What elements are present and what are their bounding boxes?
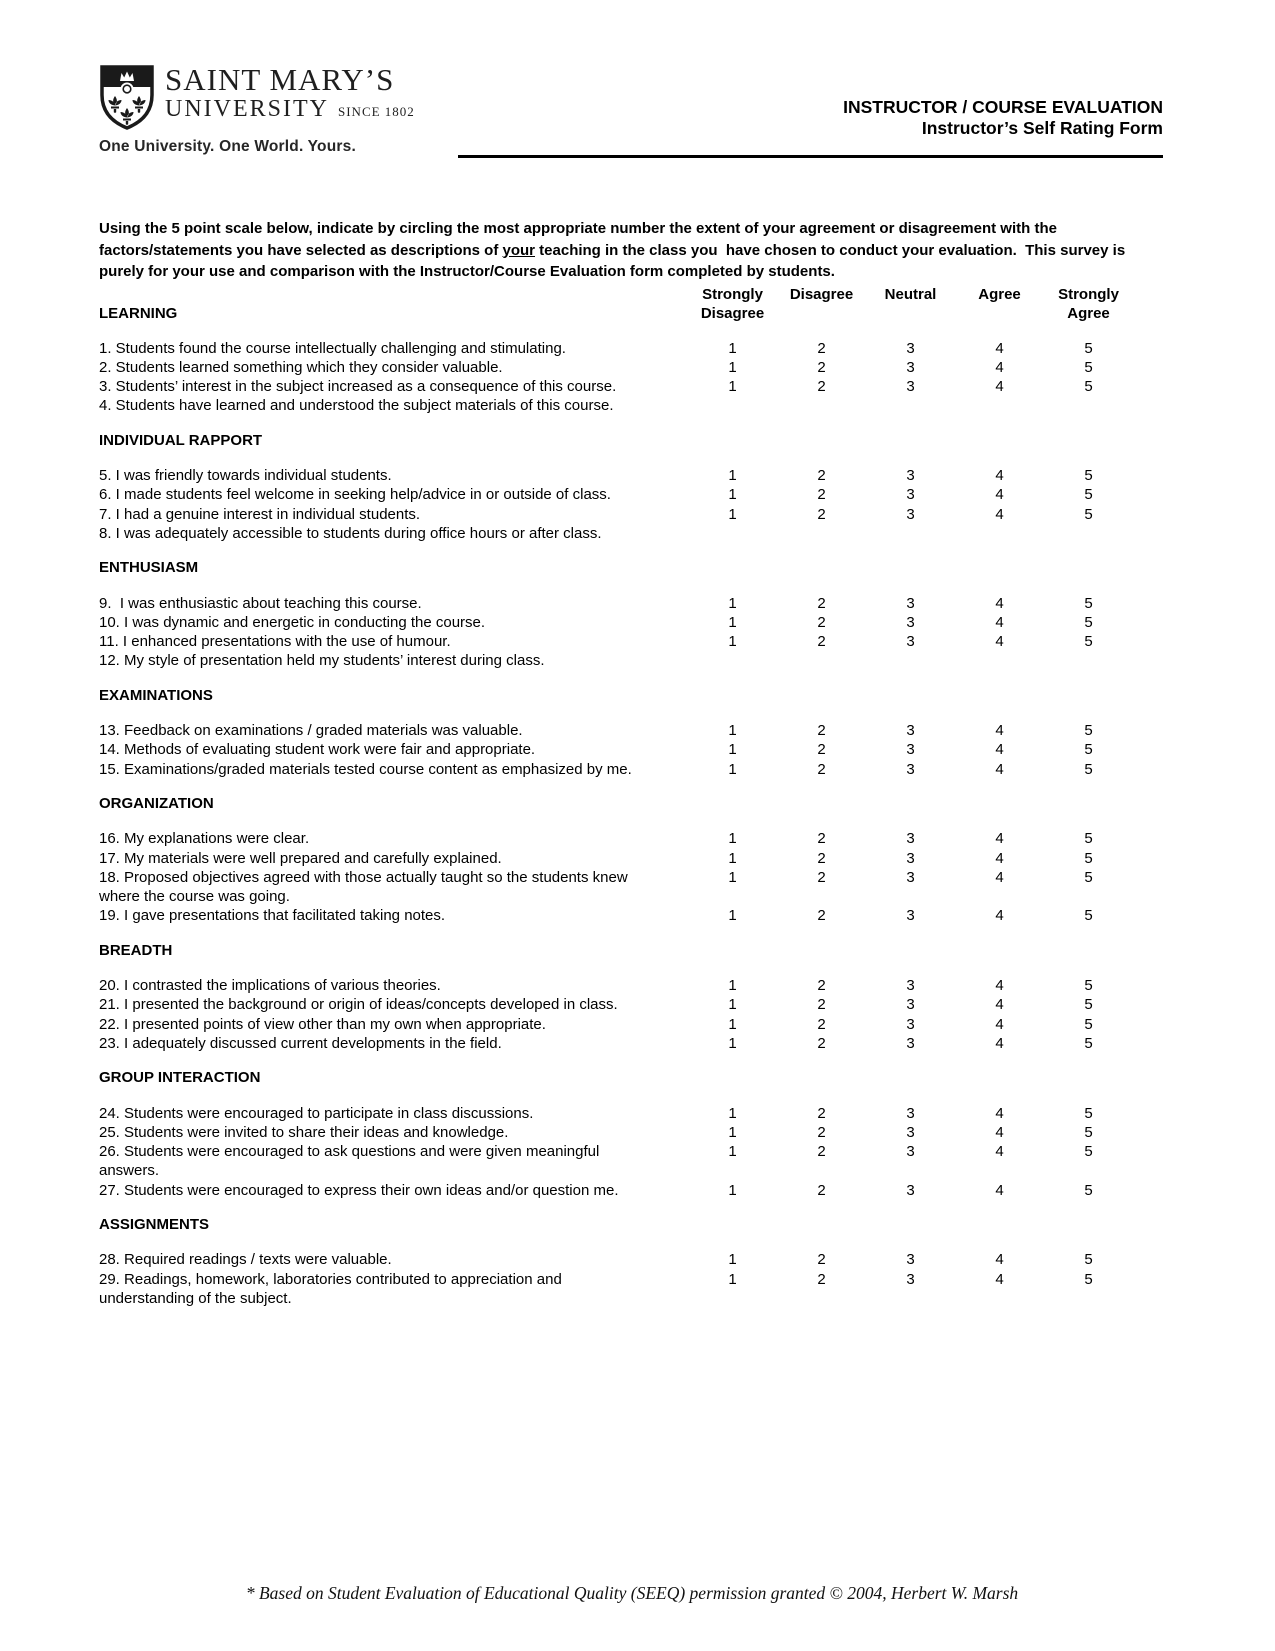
scale-header-strongly-disagree: Strongly Disagree bbox=[700, 286, 765, 323]
rating-option-5[interactable]: 5 bbox=[1084, 741, 1093, 759]
statement-line: 7. I had a genuine interest in individual students. bbox=[99, 505, 421, 523]
statement-row bbox=[99, 1250, 1133, 1269]
rating-option-1[interactable]: 1 bbox=[728, 760, 737, 778]
statement-line: 23. I adequately discussed current developments in the field. bbox=[99, 1034, 502, 1052]
rating-option-1[interactable]: 1 bbox=[728, 907, 737, 925]
rating-option-1[interactable]: 1 bbox=[728, 868, 737, 886]
statement-row bbox=[99, 1034, 1133, 1053]
rating-option-2[interactable]: 2 bbox=[817, 486, 826, 504]
statement-row bbox=[99, 760, 1133, 779]
section-title-enthusiasm: ENTHUSIASM bbox=[99, 559, 199, 577]
scale-header-agree: Agree bbox=[978, 286, 1021, 303]
statement-text bbox=[99, 377, 688, 396]
rating-option-3[interactable]: 3 bbox=[906, 378, 915, 396]
statement-row bbox=[99, 632, 1133, 651]
university-crest-icon bbox=[99, 64, 155, 132]
statement-row bbox=[99, 1015, 1133, 1034]
rating-option-3[interactable]: 3 bbox=[906, 1123, 915, 1141]
title-divider bbox=[458, 155, 1163, 158]
statement-line-continued: answers. bbox=[99, 1162, 160, 1180]
rating-option-2[interactable]: 2 bbox=[817, 1104, 826, 1122]
statement-text bbox=[99, 1142, 688, 1181]
rating-option-5[interactable]: 5 bbox=[1084, 868, 1093, 886]
rating-option-4[interactable]: 4 bbox=[995, 633, 1004, 651]
rating-option-3[interactable]: 3 bbox=[906, 741, 915, 759]
rating-option-3[interactable]: 3 bbox=[906, 467, 915, 485]
statement-row bbox=[99, 721, 1133, 740]
statement-row bbox=[99, 505, 1133, 524]
rating-option-4[interactable]: 4 bbox=[995, 907, 1004, 925]
rating-option-2[interactable]: 2 bbox=[817, 907, 826, 925]
rating-option-1[interactable]: 1 bbox=[728, 1181, 737, 1199]
statement-line: 16. My explanations were clear. bbox=[99, 830, 310, 848]
statement-text bbox=[99, 594, 688, 613]
rating-option-5[interactable]: 5 bbox=[1084, 1270, 1093, 1288]
statement-row bbox=[99, 740, 1133, 759]
statement-line: 10. I was dynamic and energetic in conducting the course. bbox=[99, 613, 486, 631]
statement-row bbox=[99, 396, 1133, 415]
university-logo bbox=[99, 64, 415, 156]
statement-row bbox=[99, 594, 1133, 613]
rating-option-3[interactable]: 3 bbox=[906, 505, 915, 523]
statement-line: 14. Methods of evaluating student work were fair and appropriate. bbox=[99, 741, 536, 759]
rating-option-1[interactable]: 1 bbox=[728, 505, 737, 523]
statement-text bbox=[99, 1015, 688, 1034]
rating-option-1[interactable]: 1 bbox=[728, 977, 737, 995]
statement-row bbox=[99, 466, 1133, 485]
statement-line: 8. I was adequately accessible to students during office hours or after class. bbox=[99, 524, 602, 542]
statement-row bbox=[99, 377, 1133, 396]
rating-option-1[interactable]: 1 bbox=[728, 849, 737, 867]
rating-option-1[interactable]: 1 bbox=[728, 996, 737, 1014]
rating-option-5[interactable]: 5 bbox=[1084, 339, 1093, 357]
statement-line: 12. My style of presentation held my students’ interest during class. bbox=[99, 652, 545, 670]
rating-option-2[interactable]: 2 bbox=[817, 996, 826, 1014]
rating-option-3[interactable]: 3 bbox=[906, 907, 915, 925]
statement-row bbox=[99, 849, 1133, 868]
statement-text bbox=[99, 339, 688, 358]
rating-option-2[interactable]: 2 bbox=[817, 741, 826, 759]
document-title-line1: INSTRUCTOR / COURSE EVALUATION bbox=[843, 97, 1163, 117]
rating-option-3[interactable]: 3 bbox=[906, 1181, 915, 1199]
statement-text bbox=[99, 829, 688, 848]
scale-header-strongly-agree: Strongly Agree bbox=[1058, 286, 1119, 323]
rating-option-1[interactable]: 1 bbox=[728, 633, 737, 651]
rating-option-2[interactable]: 2 bbox=[817, 1270, 826, 1288]
rating-option-2[interactable]: 2 bbox=[817, 830, 826, 848]
rating-option-1[interactable]: 1 bbox=[728, 613, 737, 631]
statement-line: 18. Proposed objectives agreed with those actually taught so the students knew bbox=[99, 868, 628, 886]
statement-row bbox=[99, 1104, 1133, 1123]
rating-option-4[interactable]: 4 bbox=[995, 1143, 1004, 1161]
statement-line: 21. I presented the background or origin of ideas/concepts developed in class. bbox=[99, 996, 618, 1014]
rating-option-5[interactable]: 5 bbox=[1084, 907, 1093, 925]
statement-text bbox=[99, 906, 688, 925]
document-title bbox=[843, 97, 1163, 139]
section-title-examinations: EXAMINATIONS bbox=[99, 686, 213, 704]
rating-option-2[interactable]: 2 bbox=[817, 1143, 826, 1161]
instructions-text-after: teaching in the class you have chosen to conduct your evaluation. This survey is purely for your use and comparison with the Instructor/Course Evaluation form completed by students. bbox=[99, 241, 1130, 280]
statement-row bbox=[99, 906, 1133, 925]
rating-option-1[interactable]: 1 bbox=[728, 1034, 737, 1052]
university-since: SINCE 1802 bbox=[338, 104, 415, 119]
section-title-assignments: ASSIGNMENTS bbox=[99, 1215, 210, 1233]
rating-option-1[interactable]: 1 bbox=[728, 378, 737, 396]
rating-option-1[interactable]: 1 bbox=[728, 467, 737, 485]
statement-line: 13. Feedback on examinations / graded materials was valuable. bbox=[99, 722, 523, 740]
statement-row bbox=[99, 651, 1133, 670]
rating-option-4[interactable]: 4 bbox=[995, 760, 1004, 778]
scale-header-row bbox=[99, 285, 1133, 324]
statement-line: 6. I made students feel welcome in seeking help/advice in or outside of class. bbox=[99, 486, 611, 504]
rating-option-4[interactable]: 4 bbox=[995, 1123, 1004, 1141]
rating-option-2[interactable]: 2 bbox=[817, 358, 826, 376]
statement-row bbox=[99, 358, 1133, 377]
rating-option-2[interactable]: 2 bbox=[817, 977, 826, 995]
rating-option-3[interactable]: 3 bbox=[906, 1034, 915, 1052]
statement-line: 2. Students learned something which they consider valuable. bbox=[99, 358, 503, 376]
rating-option-3[interactable]: 3 bbox=[906, 633, 915, 651]
rating-option-2[interactable]: 2 bbox=[817, 722, 826, 740]
rating-option-4[interactable]: 4 bbox=[995, 378, 1004, 396]
rating-option-5[interactable]: 5 bbox=[1084, 505, 1093, 523]
rating-option-1[interactable]: 1 bbox=[728, 1270, 737, 1288]
statement-text bbox=[99, 849, 688, 868]
rating-option-4[interactable]: 4 bbox=[995, 1015, 1004, 1033]
statement-line: 20. I contrasted the implications of various theories. bbox=[99, 977, 441, 995]
rating-option-3[interactable]: 3 bbox=[906, 868, 915, 886]
statement-text bbox=[99, 721, 688, 740]
rating-option-3[interactable]: 3 bbox=[906, 760, 915, 778]
rating-option-1[interactable]: 1 bbox=[728, 339, 737, 357]
rating-option-3[interactable]: 3 bbox=[906, 722, 915, 740]
rating-option-2[interactable]: 2 bbox=[817, 467, 826, 485]
rating-option-4[interactable]: 4 bbox=[995, 849, 1004, 867]
rating-option-5[interactable]: 5 bbox=[1084, 760, 1093, 778]
rating-option-5[interactable]: 5 bbox=[1084, 378, 1093, 396]
rating-option-3[interactable]: 3 bbox=[906, 358, 915, 376]
rating-option-4[interactable]: 4 bbox=[995, 1181, 1004, 1199]
statement-line: 9. I was enthusiastic about teaching this course. bbox=[99, 594, 422, 612]
rating-option-2[interactable]: 2 bbox=[817, 1251, 826, 1269]
rating-option-2[interactable]: 2 bbox=[817, 339, 826, 357]
statement-text bbox=[99, 613, 688, 632]
statement-text bbox=[99, 358, 688, 377]
statement-text bbox=[99, 396, 688, 415]
rating-option-4[interactable]: 4 bbox=[995, 358, 1004, 376]
statement-line: 19. I gave presentations that facilitated taking notes. bbox=[99, 907, 446, 925]
statement-line: 26. Students were encouraged to ask questions and were given meaningful bbox=[99, 1143, 600, 1161]
rating-option-5[interactable]: 5 bbox=[1084, 722, 1093, 740]
statement-line-continued: understanding of the subject. bbox=[99, 1289, 292, 1307]
rating-option-3[interactable]: 3 bbox=[906, 339, 915, 357]
rating-option-4[interactable]: 4 bbox=[995, 830, 1004, 848]
rating-table bbox=[99, 285, 1133, 1308]
statement-text bbox=[99, 1270, 688, 1309]
statement-line: 22. I presented points of view other than my own when appropriate. bbox=[99, 1015, 546, 1033]
statement-text bbox=[99, 1181, 688, 1200]
statement-row bbox=[99, 1142, 1133, 1181]
rating-option-5[interactable]: 5 bbox=[1084, 830, 1093, 848]
university-name-line2: UNIVERSITY bbox=[165, 96, 329, 122]
rating-option-5[interactable]: 5 bbox=[1084, 849, 1093, 867]
statement-line: 25. Students were invited to share their ideas and knowledge. bbox=[99, 1123, 509, 1141]
statement-row bbox=[99, 524, 1133, 543]
university-name bbox=[165, 64, 415, 122]
rating-option-4[interactable]: 4 bbox=[995, 613, 1004, 631]
rating-option-3[interactable]: 3 bbox=[906, 849, 915, 867]
instructions-paragraph bbox=[99, 218, 1149, 283]
statement-line-continued: where the course was going. bbox=[99, 888, 290, 906]
footer-credit: * Based on Student Evaluation of Educational Quality (SEEQ) permission granted © 2004, Herbert W. Marsh bbox=[245, 1583, 1019, 1603]
rating-option-4[interactable]: 4 bbox=[995, 339, 1004, 357]
statement-text bbox=[99, 868, 688, 907]
rating-option-2[interactable]: 2 bbox=[817, 378, 826, 396]
rating-option-3[interactable]: 3 bbox=[906, 1251, 915, 1269]
rating-option-1[interactable]: 1 bbox=[728, 1123, 737, 1141]
statement-text bbox=[99, 632, 688, 651]
rating-option-5[interactable]: 5 bbox=[1084, 594, 1093, 612]
rating-option-4[interactable]: 4 bbox=[995, 1270, 1004, 1288]
rating-option-1[interactable]: 1 bbox=[728, 486, 737, 504]
rating-option-4[interactable]: 4 bbox=[995, 505, 1004, 523]
rating-option-2[interactable]: 2 bbox=[817, 594, 826, 612]
rating-option-1[interactable]: 1 bbox=[728, 741, 737, 759]
statement-row bbox=[99, 613, 1133, 632]
statement-row bbox=[99, 1123, 1133, 1142]
instructions-text-before: Using the 5 point scale below, indicate by circling the most appropriate number the extent of your agreement or disagreement with the factors/statements you have selected as descriptions of bbox=[99, 220, 1062, 259]
document-title-line2: Instructor’s Self Rating Form bbox=[921, 118, 1163, 138]
section-title-organization: ORGANIZATION bbox=[99, 794, 214, 812]
rating-option-5[interactable]: 5 bbox=[1084, 486, 1093, 504]
statement-line: 11. I enhanced presentations with the use of humour. bbox=[99, 633, 451, 651]
rating-option-5[interactable]: 5 bbox=[1084, 633, 1093, 651]
statement-line: 15. Examinations/graded materials tested course content as emphasized by me. bbox=[99, 760, 632, 778]
statement-text bbox=[99, 466, 688, 485]
instructions-underlined-word: your bbox=[502, 241, 535, 259]
rating-option-3[interactable]: 3 bbox=[906, 1015, 915, 1033]
rating-option-2[interactable]: 2 bbox=[817, 1034, 826, 1052]
rating-option-1[interactable]: 1 bbox=[728, 722, 737, 740]
statement-line: 29. Readings, homework, laboratories contributed to appreciation and bbox=[99, 1270, 562, 1288]
statement-line: 5. I was friendly towards individual students. bbox=[99, 467, 392, 485]
rating-option-5[interactable]: 5 bbox=[1084, 1143, 1093, 1161]
rating-option-3[interactable]: 3 bbox=[906, 996, 915, 1014]
rating-option-1[interactable]: 1 bbox=[728, 358, 737, 376]
rating-option-1[interactable]: 1 bbox=[728, 1104, 737, 1122]
university-name-line1: SAINT MARY’S bbox=[165, 62, 395, 97]
statement-row bbox=[99, 995, 1133, 1014]
rating-option-2[interactable]: 2 bbox=[817, 868, 826, 886]
rating-option-4[interactable]: 4 bbox=[995, 722, 1004, 740]
scale-header-neutral: Neutral bbox=[884, 286, 937, 303]
statement-text bbox=[99, 524, 688, 543]
statement-row bbox=[99, 976, 1133, 995]
rating-option-4[interactable]: 4 bbox=[995, 996, 1004, 1014]
rating-option-1[interactable]: 1 bbox=[728, 1143, 737, 1161]
statement-text bbox=[99, 1034, 688, 1053]
rating-option-2[interactable]: 2 bbox=[817, 849, 826, 867]
rating-option-1[interactable]: 1 bbox=[728, 1015, 737, 1033]
statement-row bbox=[99, 1270, 1133, 1309]
rating-option-3[interactable]: 3 bbox=[906, 977, 915, 995]
rating-option-3[interactable]: 3 bbox=[906, 613, 915, 631]
rating-option-1[interactable]: 1 bbox=[728, 830, 737, 848]
rating-option-5[interactable]: 5 bbox=[1084, 613, 1093, 631]
rating-option-4[interactable]: 4 bbox=[995, 467, 1004, 485]
statement-text bbox=[99, 505, 688, 524]
rating-option-1[interactable]: 1 bbox=[728, 594, 737, 612]
statement-row bbox=[99, 829, 1133, 848]
statement-line: 1. Students found the course intellectually challenging and stimulating. bbox=[99, 339, 566, 357]
rating-option-4[interactable]: 4 bbox=[995, 741, 1004, 759]
rating-option-5[interactable]: 5 bbox=[1084, 358, 1093, 376]
statement-text bbox=[99, 1123, 688, 1142]
section-title-individual-rapport: INDIVIDUAL RAPPORT bbox=[99, 431, 263, 449]
statement-text bbox=[99, 1250, 688, 1269]
rating-option-5[interactable]: 5 bbox=[1084, 1123, 1093, 1141]
statement-line: 28. Required readings / texts were valuable. bbox=[99, 1251, 392, 1269]
rating-option-5[interactable]: 5 bbox=[1084, 1015, 1093, 1033]
rating-option-4[interactable]: 4 bbox=[995, 868, 1004, 886]
rating-option-2[interactable]: 2 bbox=[817, 760, 826, 778]
statement-row bbox=[99, 485, 1133, 504]
rating-option-4[interactable]: 4 bbox=[995, 1251, 1004, 1269]
statement-line: 3. Students’ interest in the subject increased as a consequence of this course. bbox=[99, 378, 617, 396]
rating-option-2[interactable]: 2 bbox=[817, 505, 826, 523]
section-title-group-interaction: GROUP INTERACTION bbox=[99, 1069, 261, 1087]
university-tagline: One University. One World. Yours. bbox=[99, 138, 356, 155]
statement-line: 24. Students were encouraged to participate in class discussions. bbox=[99, 1104, 534, 1122]
rating-option-4[interactable]: 4 bbox=[995, 1034, 1004, 1052]
rating-option-4[interactable]: 4 bbox=[995, 1104, 1004, 1122]
statement-row bbox=[99, 868, 1133, 907]
rating-option-3[interactable]: 3 bbox=[906, 1104, 915, 1122]
statement-row bbox=[99, 339, 1133, 358]
rating-option-4[interactable]: 4 bbox=[995, 977, 1004, 995]
statement-text bbox=[99, 740, 688, 759]
rating-option-3[interactable]: 3 bbox=[906, 486, 915, 504]
rating-option-5[interactable]: 5 bbox=[1084, 1104, 1093, 1122]
rating-option-5[interactable]: 5 bbox=[1084, 977, 1093, 995]
rating-option-3[interactable]: 3 bbox=[906, 594, 915, 612]
statement-text bbox=[99, 995, 688, 1014]
rating-table-body bbox=[99, 339, 1133, 1309]
rating-option-5[interactable]: 5 bbox=[1084, 467, 1093, 485]
statement-text bbox=[99, 760, 688, 779]
rating-option-1[interactable]: 1 bbox=[728, 1251, 737, 1269]
rating-option-4[interactable]: 4 bbox=[995, 486, 1004, 504]
section-title-learning: LEARNING bbox=[99, 305, 178, 323]
statement-text bbox=[99, 1104, 688, 1123]
statement-text bbox=[99, 651, 688, 670]
rating-option-2[interactable]: 2 bbox=[817, 613, 826, 631]
rating-option-5[interactable]: 5 bbox=[1084, 1034, 1093, 1052]
statement-text bbox=[99, 485, 688, 504]
statement-line: 4. Students have learned and understood the subject materials of this course. bbox=[99, 397, 614, 415]
section-title-breadth: BREADTH bbox=[99, 941, 173, 959]
rating-option-2[interactable]: 2 bbox=[817, 1015, 826, 1033]
rating-option-3[interactable]: 3 bbox=[906, 830, 915, 848]
statement-line: 27. Students were encouraged to express their own ideas and/or question me. bbox=[99, 1181, 619, 1199]
rating-option-5[interactable]: 5 bbox=[1084, 1251, 1093, 1269]
rating-option-2[interactable]: 2 bbox=[817, 633, 826, 651]
rating-option-5[interactable]: 5 bbox=[1084, 996, 1093, 1014]
rating-option-5[interactable]: 5 bbox=[1084, 1181, 1093, 1199]
scale-header-disagree: Disagree bbox=[789, 286, 854, 303]
rating-option-2[interactable]: 2 bbox=[817, 1123, 826, 1141]
rating-option-3[interactable]: 3 bbox=[906, 1143, 915, 1161]
statement-text bbox=[99, 976, 688, 995]
rating-option-2[interactable]: 2 bbox=[817, 1181, 826, 1199]
statement-row bbox=[99, 1181, 1133, 1200]
rating-option-4[interactable]: 4 bbox=[995, 594, 1004, 612]
statement-line: 17. My materials were well prepared and carefully explained. bbox=[99, 849, 502, 867]
rating-option-3[interactable]: 3 bbox=[906, 1270, 915, 1288]
